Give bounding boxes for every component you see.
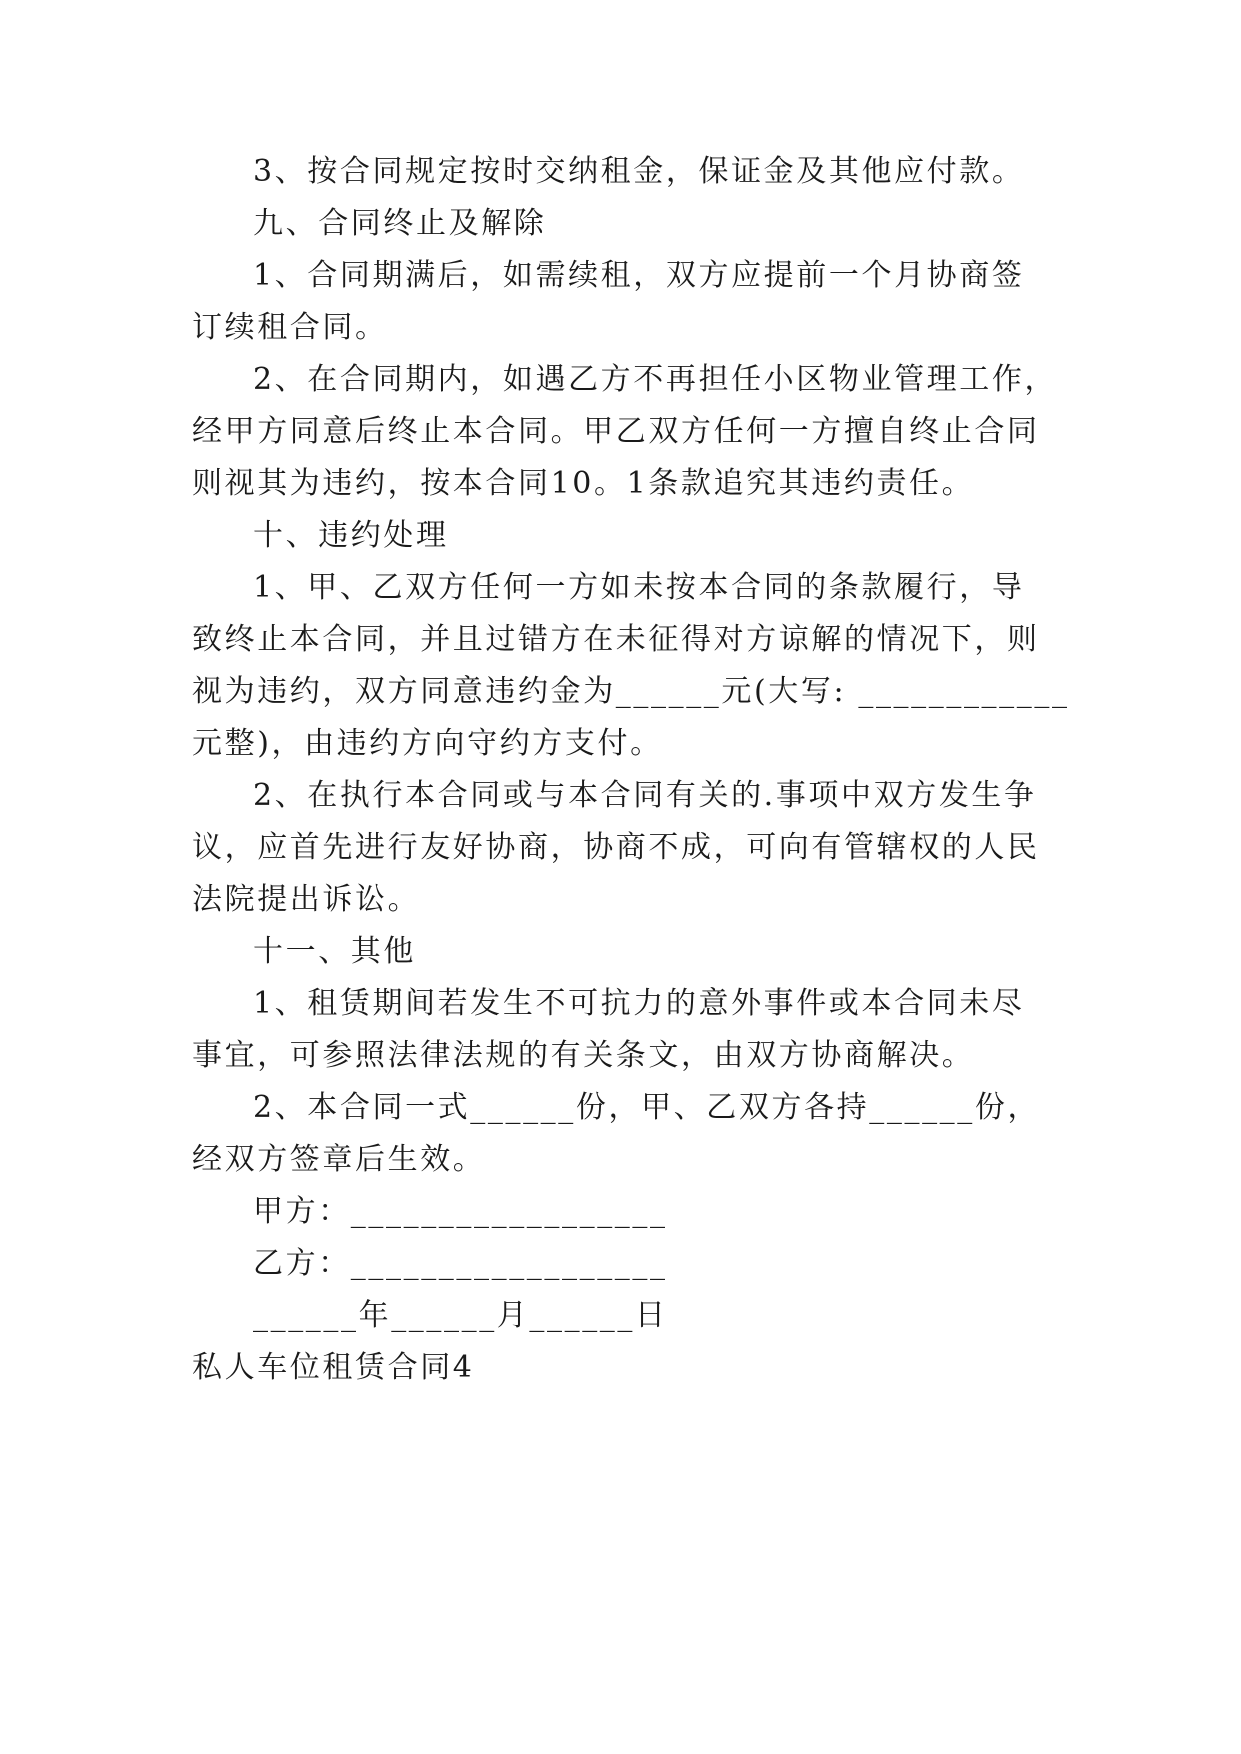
clause-10-1-line-1: 1、甲、乙双方任何一方如未按本合同的条款履行，导 (253, 570, 1025, 605)
signing-date: ______年______月______日 (253, 1298, 668, 1333)
clause-11-1-line-1: 1、租赁期间若发生不可抗力的意外事件或本合同未尽 (253, 986, 1025, 1021)
clause-9-2-line-3: 则视其为违约，按本合同10。1条款追究其违约责任。 (192, 466, 975, 501)
clause-10-1-line-4: 元整)，由违约方向守约方支付。 (192, 726, 663, 761)
clause-10-2-line-3: 法院提出诉讼。 (192, 882, 421, 917)
clause-9-1-line-1: 1、合同期满后，如需续租，双方应提前一个月协商签 (253, 258, 1025, 293)
section-10-heading: 十、违约处理 (253, 518, 449, 553)
clause-10-1-line-3: 视为违约，双方同意违约金为______元(大写: ____________ (192, 674, 1070, 709)
section-11-heading: 十一、其他 (253, 934, 416, 969)
clause-9-1-line-2: 订续租合同。 (192, 310, 388, 345)
clause-11-2-line-1: 2、本合同一式______份，甲、乙双方各持______份， (253, 1090, 1041, 1125)
clause-8-3: 3、按合同规定按时交纳租金，保证金及其他应付款。 (253, 154, 1025, 189)
clause-9-2-line-1: 2、在合同期内，如遇乙方不再担任小区物业管理工作， (253, 362, 1058, 397)
clause-10-1-line-2: 致终止本合同，并且过错方在未征得对方谅解的情况下，则 (192, 622, 1040, 657)
clause-9-2-line-2: 经甲方同意后终止本合同。甲乙双方任何一方擅自终止合同 (192, 414, 1040, 449)
clause-11-1-line-2: 事宜，可参照法律法规的有关条文，由双方协商解决。 (192, 1038, 975, 1073)
clause-10-2-line-2: 议，应首先进行友好协商，协商不成，可向有管辖权的人民 (192, 830, 1040, 865)
party-a-signature: 甲方：__________________ (253, 1194, 668, 1229)
section-9-heading: 九、合同终止及解除 (253, 206, 547, 241)
clause-10-2-line-1: 2、在执行本合同或与本合同有关的.事项中双方发生争 (253, 778, 1037, 813)
next-contract-title: 私人车位租赁合同4 (192, 1350, 475, 1385)
clause-11-2-line-2: 经双方签章后生效。 (192, 1142, 486, 1177)
party-b-signature: 乙方：__________________ (253, 1246, 668, 1281)
